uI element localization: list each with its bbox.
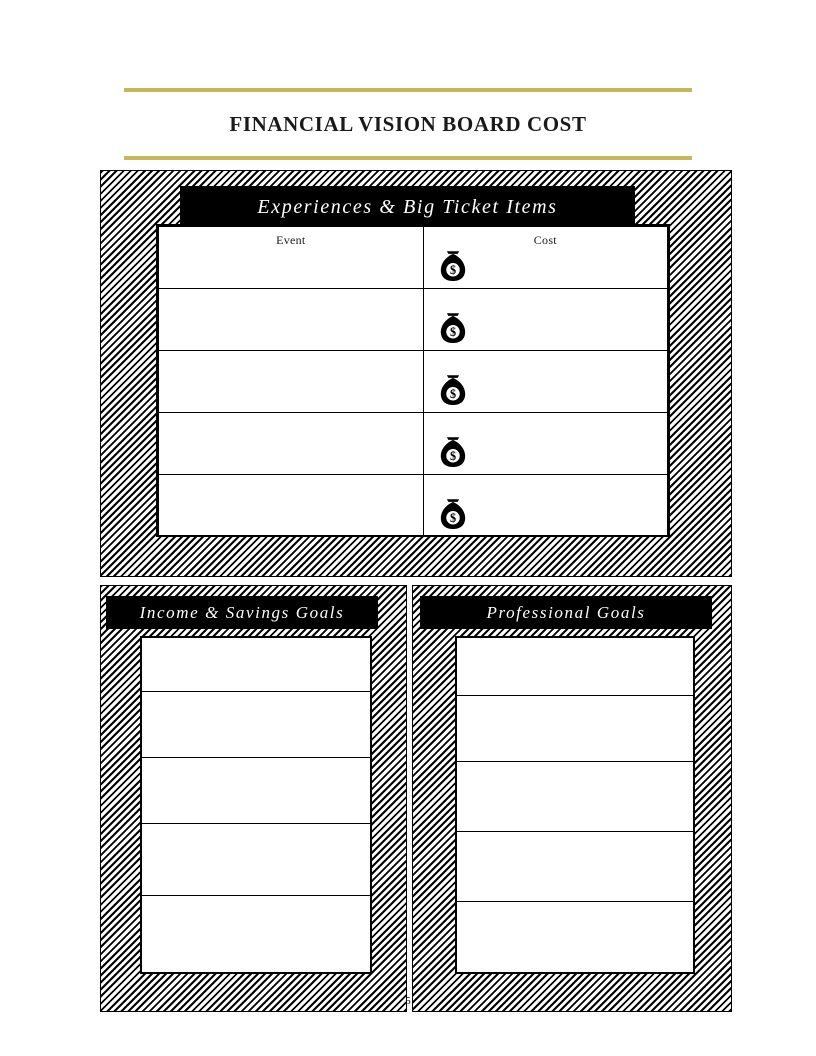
section-heading-professional: Professional Goals xyxy=(420,596,712,629)
cell-cost[interactable] xyxy=(423,413,667,475)
income-savings-lines xyxy=(140,636,372,974)
cell-event[interactable] xyxy=(159,351,424,413)
page-title: FINANCIAL VISION BOARD COST xyxy=(229,112,587,136)
write-line[interactable] xyxy=(142,692,370,758)
write-line[interactable] xyxy=(457,762,693,832)
svg-text:$: $ xyxy=(449,387,456,402)
professional-goals-lines xyxy=(455,636,695,974)
section-heading-income-savings: Income & Savings Goals xyxy=(106,596,378,629)
write-line[interactable] xyxy=(142,824,370,896)
experiences-table xyxy=(156,224,670,537)
write-line[interactable] xyxy=(142,638,370,692)
table-row xyxy=(159,475,668,537)
svg-text:$: $ xyxy=(449,325,456,340)
page-number: 5 xyxy=(405,995,411,1007)
svg-text:$: $ xyxy=(449,449,456,464)
cell-cost[interactable] xyxy=(423,351,667,413)
table-row xyxy=(159,351,668,413)
cell-event[interactable] xyxy=(159,413,424,475)
cell-cost[interactable] xyxy=(423,289,667,351)
write-line[interactable] xyxy=(457,832,693,902)
money-bag-icon xyxy=(438,312,468,344)
money-bag-icon xyxy=(438,436,468,468)
money-bag-icon xyxy=(438,374,468,406)
column-header-cost: Cost xyxy=(533,233,557,247)
money-bag-icon xyxy=(438,498,468,530)
column-header-event: Event xyxy=(276,233,306,247)
cell-event[interactable] xyxy=(159,289,424,351)
write-line[interactable] xyxy=(142,758,370,824)
title-bottom-rule xyxy=(124,156,692,160)
table-row xyxy=(159,289,668,351)
write-line[interactable] xyxy=(142,896,370,972)
title-top-rule xyxy=(124,88,692,92)
svg-text:$: $ xyxy=(449,511,456,526)
svg-text:$: $ xyxy=(449,263,456,278)
money-bag-icon xyxy=(438,250,468,282)
section-heading-experiences: Experiences & Big Ticket Items xyxy=(180,186,635,228)
cell-cost[interactable] xyxy=(423,227,667,289)
cell-event[interactable] xyxy=(159,475,424,537)
write-line[interactable] xyxy=(457,902,693,972)
cell-event[interactable] xyxy=(159,227,424,289)
table-row xyxy=(159,413,668,475)
cell-cost[interactable] xyxy=(423,475,667,537)
write-line[interactable] xyxy=(457,638,693,696)
table-row xyxy=(159,227,668,289)
write-line[interactable] xyxy=(457,696,693,762)
